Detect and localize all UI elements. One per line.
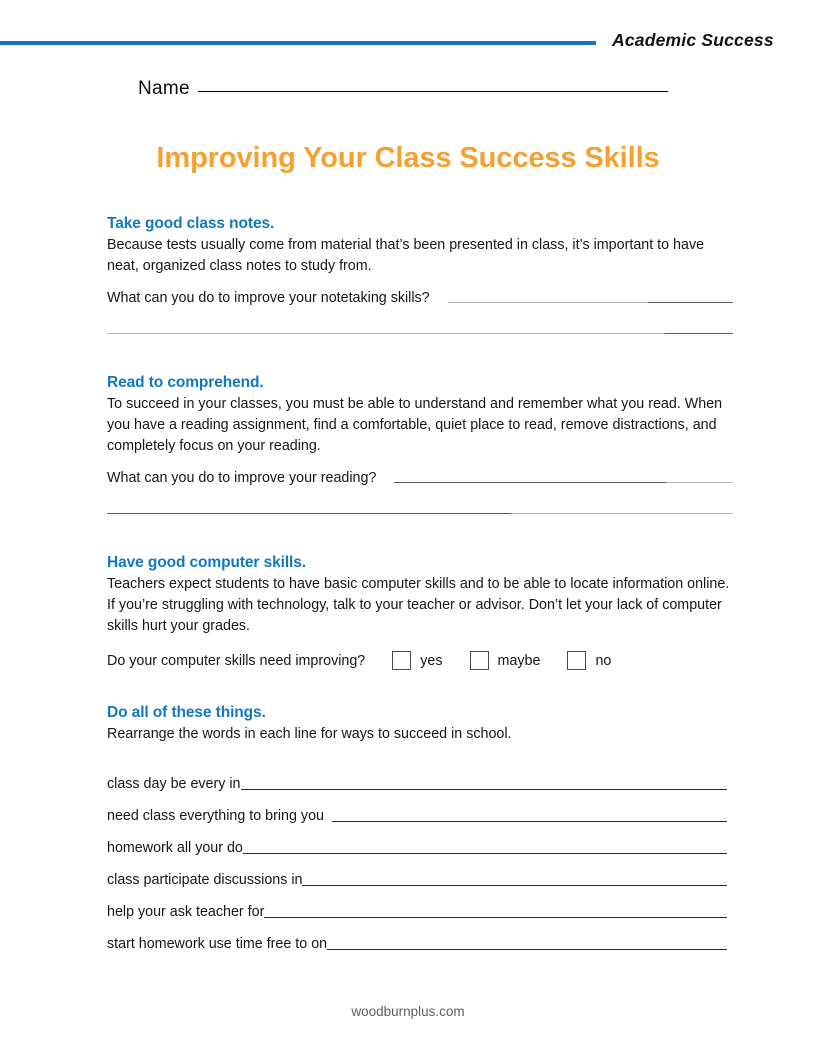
answer-line-wrap: [394, 482, 733, 486]
section-body: Teachers expect students to have basic computer skills and to be able to locate information online. If you’re struggling with technology, talk to your teacher or advisor. Don’t let your lack of computer skills hurt your grades.: [107, 576, 730, 634]
checkbox-maybe[interactable]: [470, 651, 489, 670]
section-heading: Take good class notes.: [107, 215, 275, 232]
rearrange-row: [107, 889, 727, 921]
rearrange-answer-line[interactable]: [302, 885, 727, 886]
answer-line-row: [107, 333, 733, 334]
section-body: To succeed in your classes, you must be able to understand and remember what you read. When you have a reading assignment, find a comfortable, quiet place to read, remove distractions, and completely focus on your reading.: [107, 396, 723, 454]
checkbox-label-maybe: maybe: [497, 652, 541, 669]
prompt-row: [107, 290, 733, 306]
rearrange-list: [107, 761, 733, 953]
rearrange-row: [107, 825, 727, 857]
rearrange-words: class day be every in: [107, 776, 241, 792]
prompt-text: What can you do to improve your reading?: [107, 470, 377, 486]
name-input-line[interactable]: [198, 91, 668, 92]
section-body: Because tests usually come from material that’s been presented in class, it’s important to have neat, organized class notes to study from.: [107, 237, 705, 274]
prompt-text: What can you do to improve your notetaking skills?: [107, 290, 430, 306]
rearrange-words: help your ask teacher for: [107, 904, 265, 920]
footer-url: woodburnplus.com: [351, 1004, 465, 1019]
prompt-row: [107, 470, 733, 486]
section-have-good-computer-skills: [107, 554, 733, 670]
rearrange-answer-line[interactable]: [243, 853, 727, 854]
page-title: Improving Your Class Success Skills: [156, 142, 660, 174]
header-title: Academic Success: [612, 30, 774, 50]
checkbox-yes[interactable]: [392, 651, 411, 670]
checkbox-no[interactable]: [567, 651, 586, 670]
answer-line-segment-dark[interactable]: [648, 302, 733, 303]
rearrange-row: [107, 793, 727, 825]
section-heading: Do all of these things.: [107, 704, 266, 721]
answer-line-segment-dark[interactable]: [107, 513, 511, 514]
answer-line-row: [107, 513, 733, 514]
answer-line-segment-dark[interactable]: [665, 333, 733, 334]
rearrange-answer-line[interactable]: [241, 789, 727, 790]
rearrange-answer-line[interactable]: [332, 821, 727, 822]
answer-line-segment-light[interactable]: [511, 513, 733, 514]
name-field: [138, 78, 668, 100]
rearrange-row: [107, 857, 727, 889]
rearrange-words: start homework use time free to on: [107, 936, 328, 952]
rearrange-words: homework all your do: [107, 840, 243, 856]
section-heading: Have good computer skills.: [107, 554, 306, 571]
rearrange-answer-line[interactable]: [264, 917, 727, 918]
rearrange-words: class participate discussions in: [107, 872, 303, 888]
checkbox-label-yes: yes: [420, 652, 443, 669]
section-read-to-comprehend: [107, 374, 733, 514]
rearrange-row: [107, 921, 727, 953]
rearrange-answer-line[interactable]: [327, 949, 727, 950]
answer-line-segment-light[interactable]: [666, 482, 733, 483]
answer-line-segment-dark[interactable]: [394, 482, 666, 483]
worksheet-body: [107, 215, 733, 953]
prompt-text: Do your computer skills need improving?: [107, 652, 366, 669]
name-label: Name: [138, 78, 190, 99]
page-header: [0, 30, 816, 60]
answer-line-wrap: [448, 302, 733, 306]
section-heading: Read to comprehend.: [107, 374, 264, 391]
checkbox-label-no: no: [595, 652, 612, 669]
section-body: Rearrange the words in each line for ways to succeed in school.: [107, 726, 512, 742]
rearrange-row: [107, 761, 727, 793]
section-do-all-of-these-things: [107, 704, 733, 953]
answer-line-segment-light[interactable]: [107, 333, 665, 334]
answer-line-segment-light[interactable]: [448, 302, 648, 303]
checkbox-row: [107, 651, 733, 670]
header-rule: [0, 41, 596, 45]
rearrange-words: need class everything to bring you: [107, 808, 324, 824]
section-take-good-class-notes: [107, 215, 733, 334]
